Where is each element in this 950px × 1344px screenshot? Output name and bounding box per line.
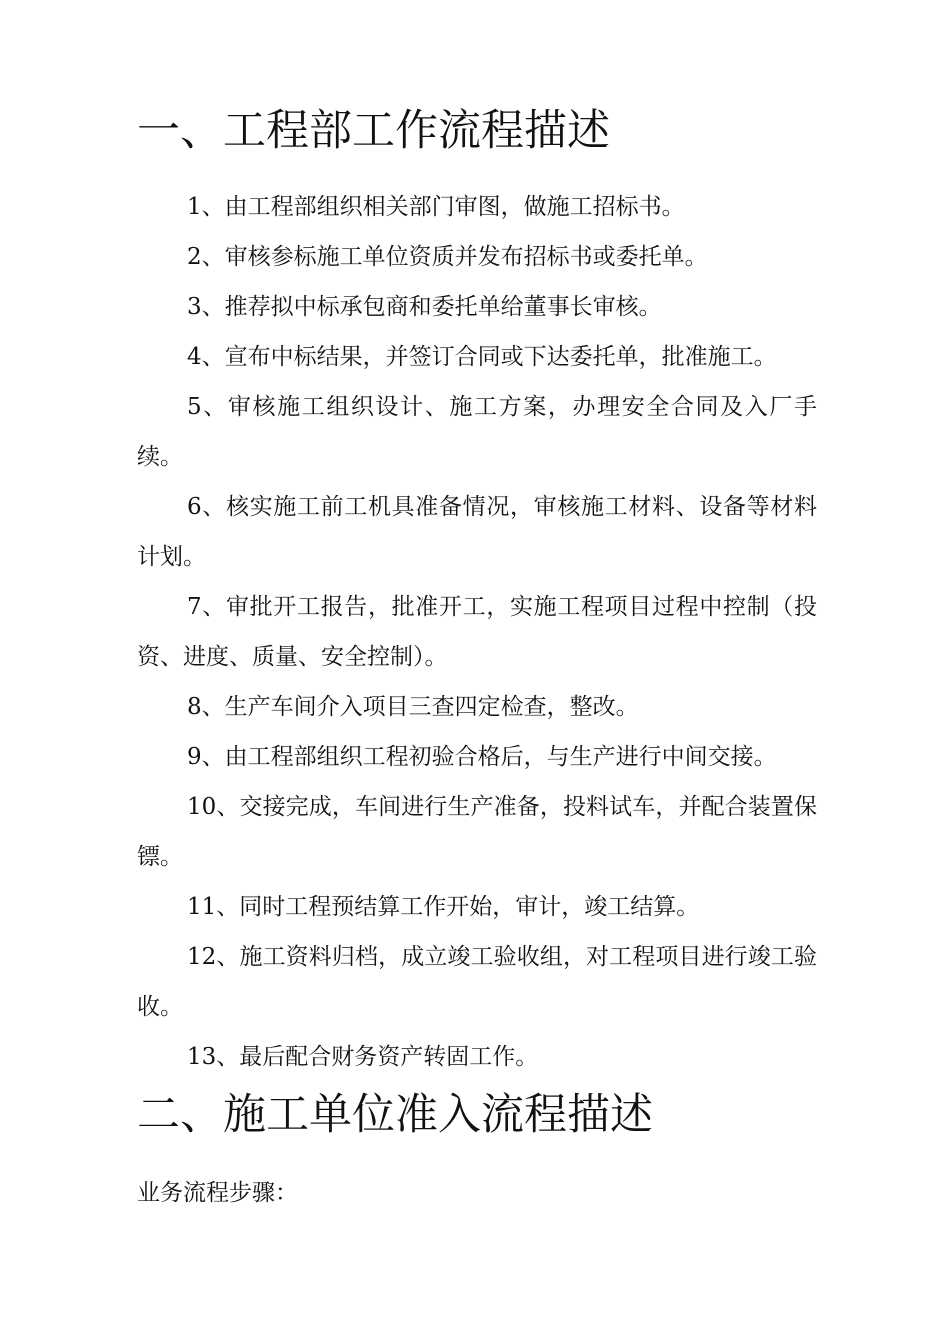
step-5: 5、审核施工组织设计、施工方案，办理安全合同及入厂手续。 xyxy=(137,394,817,470)
step-6: 6、核实施工前工机具准备情况，审核施工材料、设备等材料计划。 xyxy=(137,494,817,570)
section-1-steps xyxy=(137,182,817,1082)
step-13: 13、最后配合财务资产转固工作。 xyxy=(187,1044,539,1070)
step-9: 9、由工程部组织工程初验合格后，与生产进行中间交接。 xyxy=(187,744,777,770)
step-3: 3、推荐拟中标承包商和委托单给董事长审核。 xyxy=(187,294,662,320)
step-1: 1、由工程部组织相关部门审图，做施工招标书。 xyxy=(187,194,685,220)
step-11: 11、同时工程预结算工作开始，审计，竣工结算。 xyxy=(187,894,700,920)
document-content xyxy=(137,100,817,1218)
step-4: 4、宣布中标结果，并签订合同或下达委托单，批准施工。 xyxy=(187,344,777,370)
step-8: 8、生产车间介入项目三查四定检查，整改。 xyxy=(187,694,639,720)
section-2-intro: 业务流程步骤： xyxy=(137,1180,298,1206)
step-2: 2、审核参标施工单位资质并发布招标书或委托单。 xyxy=(187,244,708,270)
step-7: 7、审批开工报告，批准开工，实施工程项目过程中控制（投资、进度、质量、安全控制）。 xyxy=(137,594,817,670)
step-10: 10、交接完成，车间进行生产准备，投料试车，并配合装置保镖。 xyxy=(137,794,817,870)
section-1-heading: 一、工程部工作流程描述 xyxy=(137,106,610,156)
step-12: 12、施工资料归档，成立竣工验收组，对工程项目进行竣工验收。 xyxy=(137,944,817,1020)
section-2-heading: 二、施工单位准入流程描述 xyxy=(137,1090,653,1140)
